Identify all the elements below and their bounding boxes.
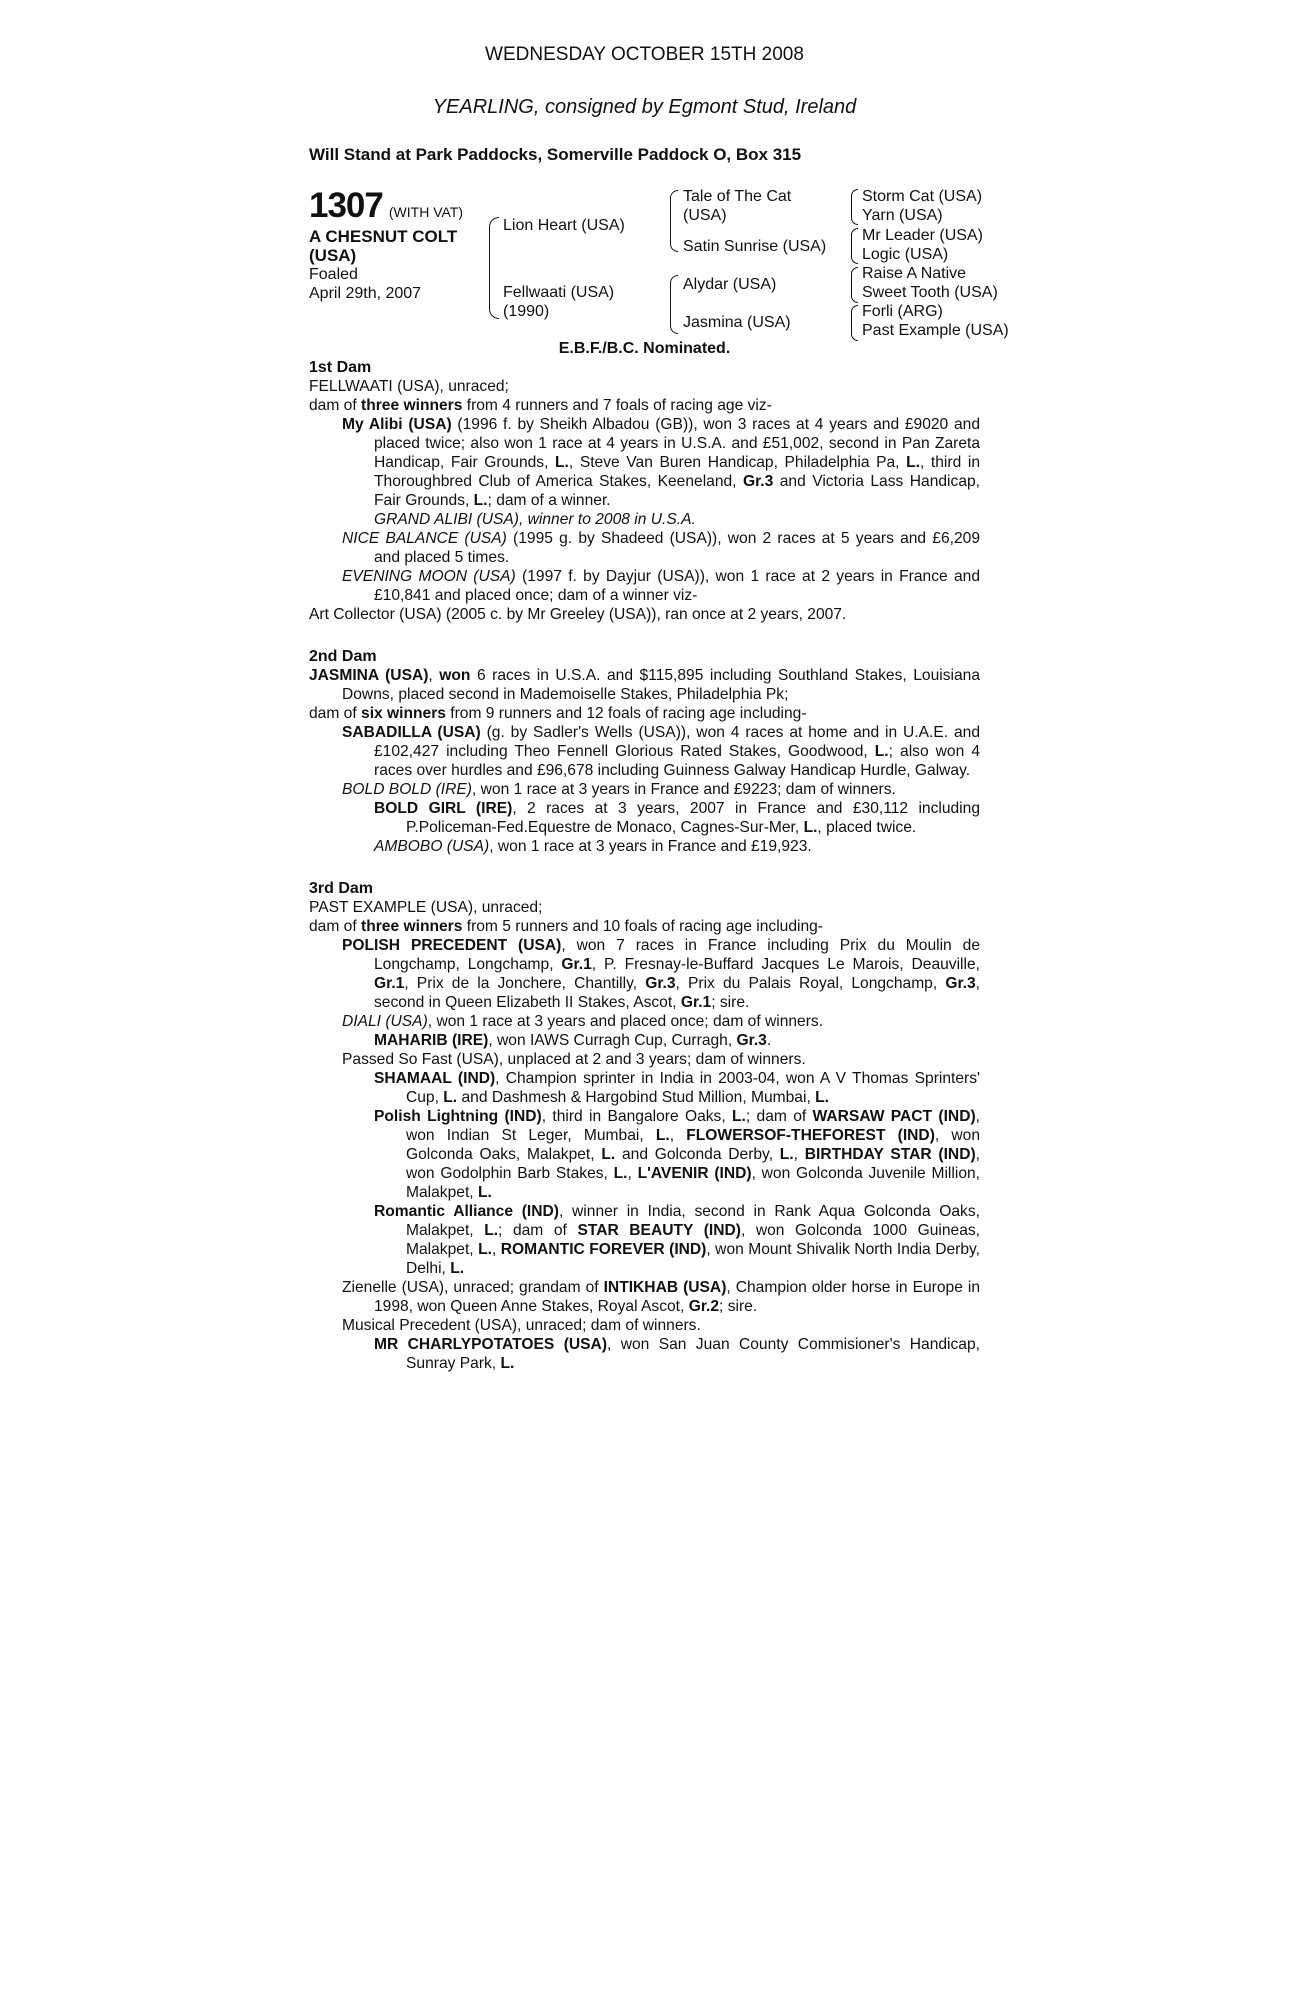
- third-dam-entry-5a: MR CHARLYPOTATOES (USA), won San Juan County Commisioner's Handicap, Sunray Park, L.: [374, 1336, 980, 1372]
- first-dam-entry-2: NICE BALANCE (USA) (1995 g. by Shadeed (USA)), won 2 races at 5 years and £6,209 and placed 5 times.: [342, 530, 980, 566]
- third-dam-entry-3a: SHAMAAL (IND), Champion sprinter in India in 2003-04, won A V Thomas Sprinters' Cup, L. and Dashmesh & Hargobind Stud Million, Mumbai, L.: [374, 1070, 980, 1106]
- third-dam-produce-summary: dam of three winners from 5 runners and 10 foals of racing age including-: [309, 918, 824, 935]
- g7-name: Forli (ARG): [862, 303, 943, 320]
- first-dam-intro: FELLWAATI (USA), unraced;: [309, 378, 509, 395]
- third-dam-entry-1: POLISH PRECEDENT (USA), won 7 races in France including Prix du Moulin de Longchamp, Longchamp, Gr.1, P. Fresnay-le-Buffard Jacques Le Marois, Deauville, Gr.1, Prix de la Jonchere, Chantilly, Gr.3, Prix du Palais Royal, Longchamp, Gr.3, second in Queen Elizabeth II Stakes, Ascot, Gr.1; sire.: [342, 937, 980, 1011]
- sire-sire-line2: (USA): [683, 207, 727, 224]
- second-dam-entry-2a: BOLD GIRL (IRE), 2 races at 3 years, 2007 in France and £30,112 including P.Policeman-Fed.Equestre de Monaco, Cagnes-Sur-Mer, L., placed twice.: [374, 800, 980, 836]
- first-dam-entry-1: My Alibi (USA) (1996 f. by Sheikh Albadou (GB)), won 3 races at 4 years and £9020 and placed twice; also won 1 race at 4 years in U.S.A. and £51,002, second in Pan Zareta Handicap, Fair Grounds, L., Steve Van Buren Handicap, Philadelphia Pa, L., third in Thoroughbred Club of America Stakes, Keeneland, Gr.3 and Victoria Lass Handicap, Fair Grounds, L.; dam of a winner.: [342, 416, 980, 509]
- dam-dam: Jasmina (USA): [683, 314, 791, 331]
- g2-name: Yarn (USA): [862, 207, 943, 224]
- first-dam-entry-3-sub: Art Collector (USA) (2005 c. by Mr Greeley (USA)), ran once at 2 years, 2007.: [309, 606, 847, 623]
- lot-header: [309, 186, 463, 226]
- first-dam-heading: 1st Dam: [309, 359, 372, 376]
- foaled-date: April 29th, 2007: [309, 285, 422, 302]
- third-dam-entry-3c: Romantic Alliance (IND), winner in India, second in Rank Aqua Golconda Oaks, Malakpet, L.; dam of STAR BEAUTY (IND), won Golconda 1000 Guineas, Malakpet, L., ROMANTIC FOREVER (IND), won Mount Shivalik North India Derby, Delhi, L.: [374, 1203, 981, 1277]
- first-dam-entry-1-sub: GRAND ALIBI (USA), winner to 2008 in U.S.A.: [374, 511, 696, 528]
- pedigree-brace-main: [489, 217, 499, 319]
- lot-description-line1: A CHESNUT COLT: [309, 227, 458, 246]
- stand-location: Will Stand at Park Paddocks, Somerville Paddock O, Box 315: [309, 145, 802, 164]
- g4-name: Logic (USA): [862, 246, 949, 263]
- third-dam-entry-3b: Polish Lightning (IND), third in Bangalore Oaks, L.; dam of WARSAW PACT (IND), won Indian St Leger, Mumbai, L., FLOWERSOF-THEFOREST (IND), won Golconda Oaks, Malakpet, L. and Golconda Derby, L., BIRTHDAY STAR (IND), won Godolphin Barb Stakes, L., L'AVENIR (IND), won Golconda Juvenile Million, Malakpet, L.: [374, 1108, 981, 1201]
- second-dam-produce-summary: dam of six winners from 9 runners and 12 foals of racing age including-: [309, 705, 807, 722]
- third-dam-entry-5: Musical Precedent (USA), unraced; dam of winners.: [342, 1317, 701, 1334]
- nomination-note: E.B.F./B.C. Nominated.: [558, 340, 731, 357]
- second-dam-intro: JASMINA (USA), won 6 races in U.S.A. and $115,895 including Southland Stakes, Louisiana Downs, placed second in Mademoiselle Stakes, Philadelphia Pk;: [309, 667, 980, 703]
- catalogue-body: [309, 358, 980, 1373]
- vat-note: (WITH VAT): [388, 204, 464, 220]
- foaled-info: [309, 265, 421, 303]
- pedigree-brace-g1: [851, 189, 858, 225]
- second-dam-entry-2b: AMBOBO (USA), won 1 race at 3 years in France and £19,923.: [374, 838, 812, 855]
- consignment-line: YEARLING, consigned by Egmont Stud, Ireland: [432, 96, 857, 118]
- second-dam-entry-1: SABADILLA (USA) (g. by Sadler's Wells (USA)), won 4 races at home and in U.A.E. and £102,427 including Theo Fennell Glorious Rated Stakes, Goodwood, L.; also won 4 races over hurdles and £96,678 including Guinness Galway Handicap Hurdle, Galway.: [342, 724, 980, 779]
- lot-description: [309, 227, 457, 265]
- sire-name: Lion Heart (USA): [503, 217, 625, 234]
- pedigree-brace-dam: [670, 275, 678, 334]
- g6-name: Sweet Tooth (USA): [862, 284, 998, 301]
- third-dam-heading: 3rd Dam: [309, 880, 374, 897]
- third-dam-intro: PAST EXAMPLE (USA), unraced;: [309, 899, 543, 916]
- first-dam-produce-summary: dam of three winners from 4 runners and 7 foals of racing age viz-: [309, 397, 772, 414]
- sale-date: WEDNESDAY OCTOBER 15TH 2008: [485, 44, 804, 65]
- g8-name: Past Example (USA): [862, 322, 1009, 339]
- dam-sire: Alydar (USA): [683, 276, 777, 293]
- first-dam-entry-3: EVENING MOON (USA) (1997 f. by Dayjur (USA)), won 1 race at 2 years in France and £10,841 and placed once; dam of a winner viz-: [342, 568, 980, 604]
- second-dam-entry-2: BOLD BOLD (IRE), won 1 race at 3 years in France and £9223; dam of winners.: [342, 781, 896, 798]
- foaled-label: Foaled: [309, 266, 358, 283]
- second-dam-heading: 2nd Dam: [309, 648, 377, 665]
- pedigree-brace-sire: [670, 190, 678, 252]
- pedigree-brace-g4: [851, 305, 858, 341]
- third-dam-entry-4: Zienelle (USA), unraced; grandam of INTIKHAB (USA), Champion older horse in Europe in 1998, won Queen Anne Stakes, Royal Ascot, Gr.2; sire.: [342, 1279, 981, 1315]
- sire-sire-line1: Tale of The Cat: [683, 188, 792, 205]
- g3-name: Mr Leader (USA): [862, 227, 983, 244]
- third-dam-entry-2a: MAHARIB (IRE), won IAWS Curragh Cup, Curragh, Gr.3.: [374, 1032, 772, 1049]
- dam-year: (1990): [503, 303, 550, 320]
- lot-number: 1307: [309, 186, 383, 225]
- g5-name: Raise A Native: [862, 265, 967, 282]
- g1-name: Storm Cat (USA): [862, 188, 983, 205]
- third-dam-entry-3: Passed So Fast (USA), unplaced at 2 and 3 years; dam of winners.: [342, 1051, 806, 1068]
- lot-description-line2: (USA): [309, 246, 357, 265]
- sire-dam: Satin Sunrise (USA): [683, 238, 827, 255]
- pedigree-brace-g2: [851, 228, 858, 264]
- dam-name: Fellwaati (USA): [503, 284, 615, 301]
- third-dam-entry-2: DIALI (USA), won 1 race at 3 years and placed once; dam of winners.: [342, 1013, 824, 1030]
- pedigree-brace-g3: [851, 267, 858, 303]
